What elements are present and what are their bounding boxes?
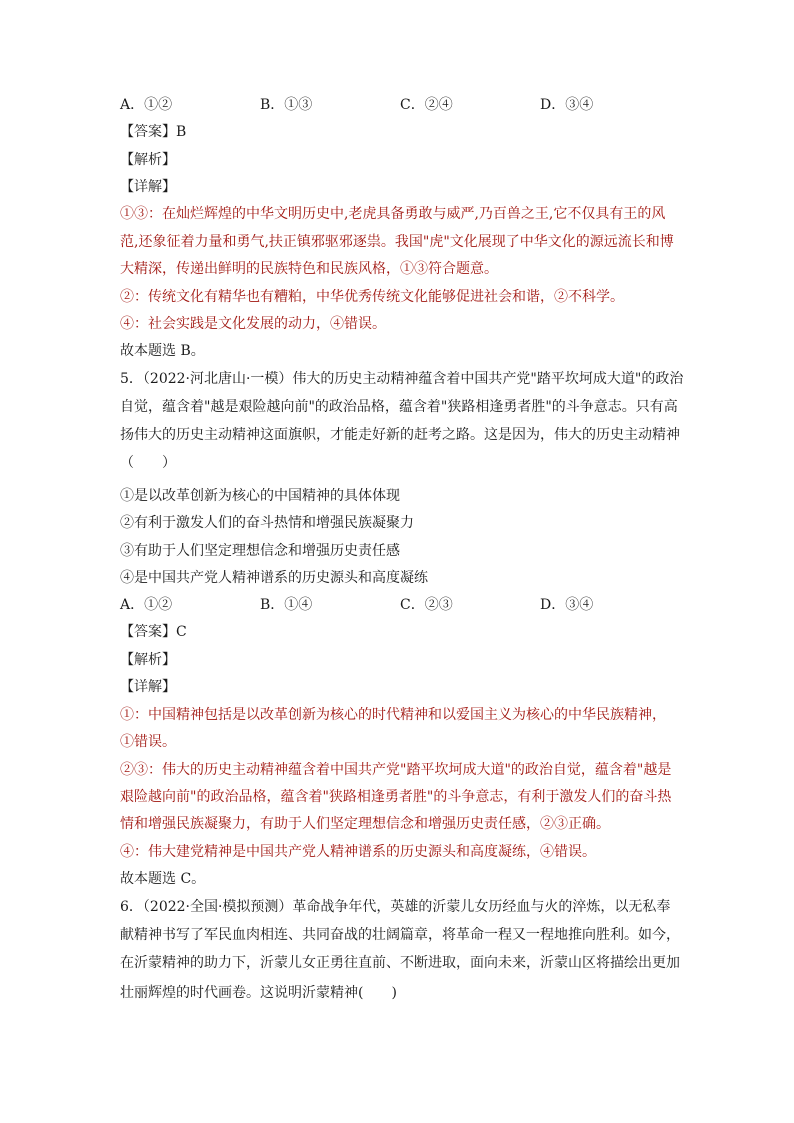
q4-option-b: B．①③ (260, 97, 313, 113)
q4-detail-line: ①③：在灿烂辉煌的中华文明历史中,老虎具备勇敢与威严,乃百兽之王,它不仅具有王的风 (120, 206, 666, 222)
q4-option-a: A．①② (120, 97, 173, 113)
q6-stem-line: 献精神书写了军民血肉相连、共同奋战的壮阔篇章，将革命一程又一程地推向胜利。如今， (120, 927, 680, 943)
q4-detail-line: ②：传统文化有精华也有糟粕，中华优秀传统文化能够促进社会和谐，②不科学。 (120, 289, 624, 305)
q6-stem-line: 在沂蒙精神的助力下，沂蒙儿女正勇往直前、不断进取，面向未来，沂蒙山区将描绘出更加 (120, 955, 680, 971)
q4-option-d: D．③④ (540, 97, 594, 113)
q5-option-b: B．①④ (260, 597, 313, 613)
q4-options (120, 95, 690, 115)
q5-statement: ③有助于人们坚定理想信念和增强历史责任感 (120, 543, 400, 559)
q5-analysis-label: 【解析】 (120, 652, 176, 668)
q5-detail-line: 情和增强民族凝聚力，有助于人们坚定理想信念和增强历史责任感，②③正确。 (120, 816, 610, 832)
q6-stem-line: 壮丽辉煌的时代画卷。这说明沂蒙精神( ) (120, 985, 397, 1001)
q4-option-c: C．②④ (400, 97, 453, 113)
q4-detail-line: 大精深，传递出鲜明的民族特色和民族风格，①③符合题意。 (120, 261, 498, 277)
q5-detail-label: 【详解】 (120, 679, 176, 695)
q5-option-a: A．①② (120, 597, 173, 613)
q4-answer: 【答案】B (120, 124, 187, 140)
q5-answer: 【答案】C (120, 624, 187, 640)
q5-detail-line: ④：伟大建党精神是中国共产党人精神谱系的历史源头和高度凝练，④错误。 (120, 844, 596, 860)
q5-conclusion: 故本题选 C。 (120, 871, 206, 887)
q5-option-d: D．③④ (540, 597, 594, 613)
q5-detail-line: 艰险越向前"的政治品格，蕴含着"狭路相逢勇者胜"的斗争意志，有利于激发人们的奋斗热 (120, 789, 672, 805)
q5-stem-line: 5．（2022·河北唐山·一模）伟大的历史主动精神蕴含着中国共产党"踏平坎坷成大道"的政治 (120, 371, 684, 387)
q4-analysis-label: 【解析】 (120, 152, 176, 168)
q5-statement: ②有利于激发人们的奋斗热情和增强民族凝聚力 (120, 515, 414, 531)
q4-detail-label: 【详解】 (120, 179, 176, 195)
q5-statement: ④是中国共产党人精神谱系的历史源头和高度凝练 (120, 570, 428, 586)
q5-option-c: C．②③ (400, 597, 453, 613)
q5-options (120, 595, 690, 615)
q4-detail-line: 范,还象征着力量和勇气,扶正镇邪驱邪逐祟。我国"虎"文化展现了中华文化的源远流长和博 (120, 234, 674, 250)
q5-detail-line: ①错误。 (120, 734, 176, 750)
q5-answer-blank: （ ） (120, 455, 176, 471)
q4-detail-line: ④：社会实践是文化发展的动力，④错误。 (120, 316, 386, 332)
q5-stem-line: 自觉，蕴含着"越是艰险越向前"的政治品格，蕴含着"狭路相逢勇者胜"的斗争意志。只有高 (120, 399, 678, 415)
q4-conclusion: 故本题选 B。 (120, 343, 205, 359)
q6-stem-line: 6．（2022·全国·模拟预测）革命战争年代，英雄的沂蒙儿女历经血与火的淬炼，以无私奉 (120, 899, 671, 915)
q5-stem-line: 扬伟大的历史主动精神这面旗帜，才能走好新的赶考之路。这是因为，伟大的历史主动精神 (120, 427, 680, 443)
q5-detail-line: ①：中国精神包括是以改革创新为核心的时代精神和以爱国主义为核心的中华民族精神， (120, 707, 666, 723)
q5-detail-line: ②③：伟大的历史主动精神蕴含着中国共产党"踏平坎坷成大道"的政治自觉，蕴含着"越是 (120, 762, 672, 778)
q5-statement: ①是以改革创新为核心的中国精神的具体体现 (120, 488, 400, 504)
